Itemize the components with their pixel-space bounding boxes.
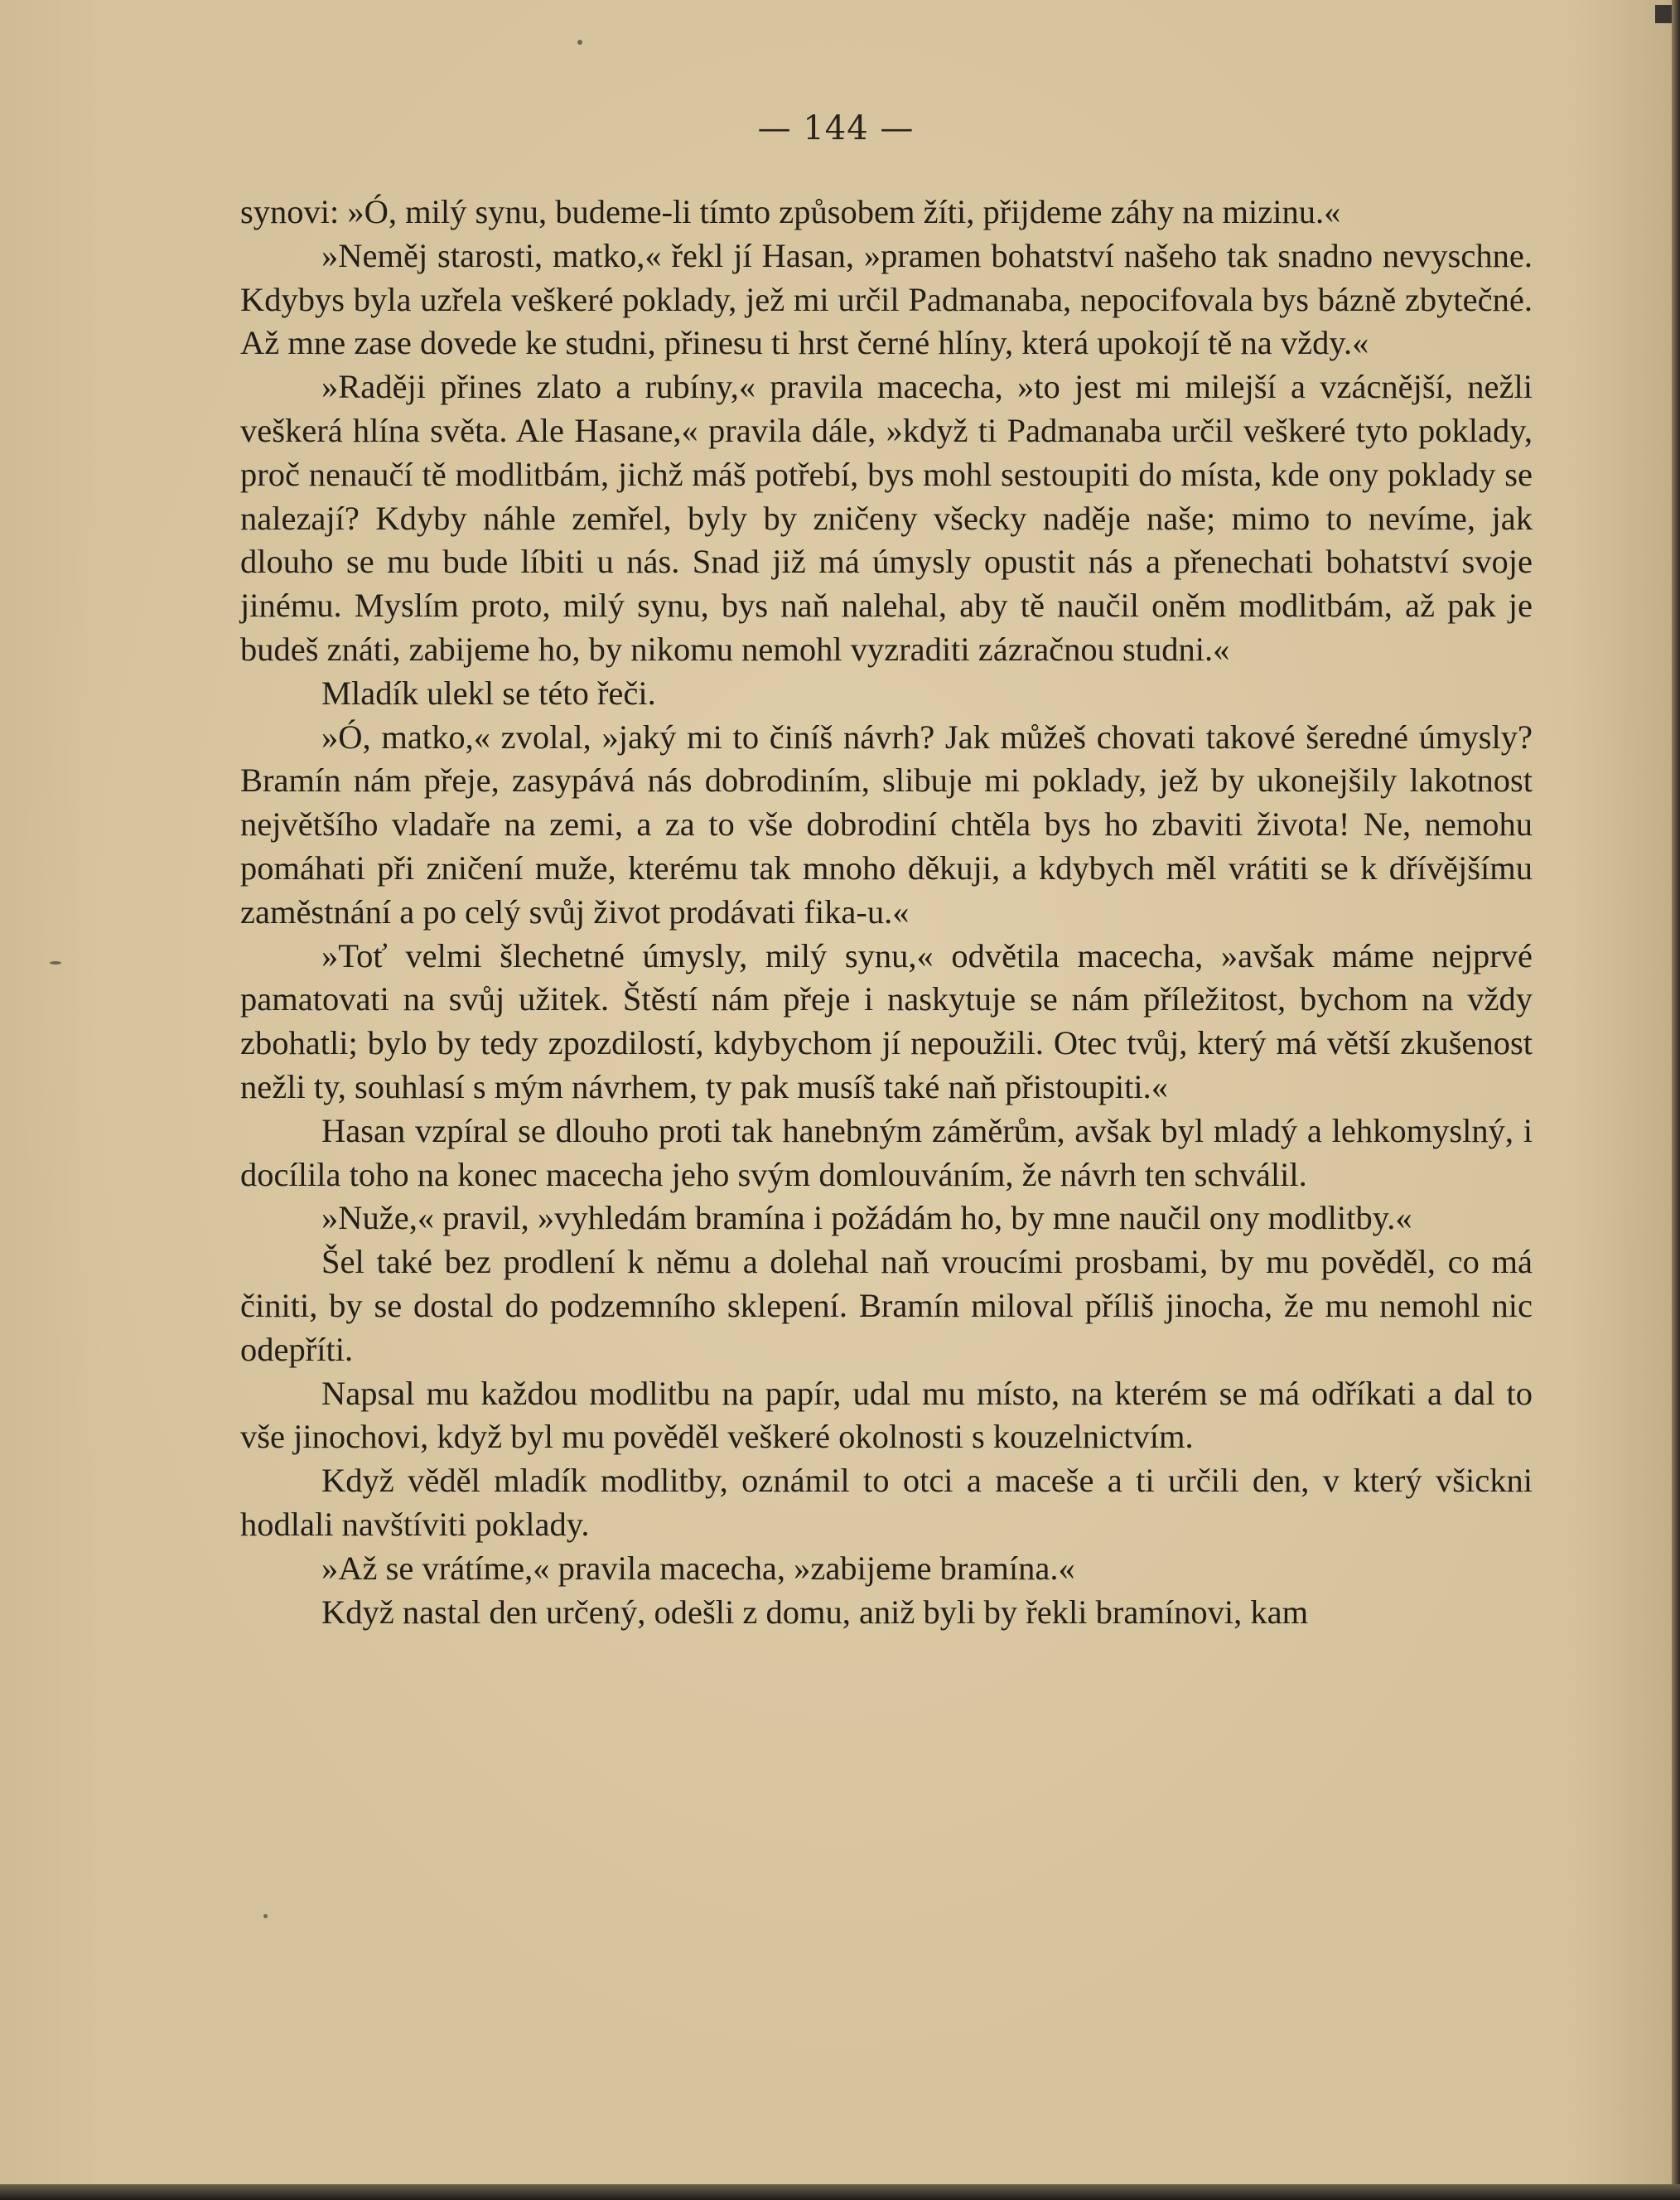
paragraph: »Neměj starosti, matko,« řekl jí Hasan, »pramen bohatství našeho tak snadno nevyschne. Kdybys byla uzřela veškeré poklady, jež mi určil Padmanaba, nepocifovala bys bázně zbytečné. Až mne zase dovede ke studni, přinesu ti hrst černé hlíny, která upokojí tě na vždy.« (240, 236, 1533, 362)
paper-speck (577, 40, 582, 45)
paragraph: »Toť velmi šlechetné úmysly, milý synu,« odvětila macecha, »avšak máme nejprvé pamatovati na svůj užitek. Štěstí nám přeje i naskytuje se nám příležitost, bychom na vždy zbohatli; bylo by tedy zpozdilostí, kdybychom jí nepoužili. Otec tvůj, který má větší zkušenost nežli ty, souhlasí s mým návrhem, ty pak musíš také naň přistoupiti.« (240, 936, 1533, 1105)
body-text (240, 191, 1533, 1634)
page-number: — 144 — (757, 109, 915, 147)
paragraph: Mladík ulekl se této řeči. (321, 674, 656, 712)
scan-right-edge (1672, 0, 1680, 2200)
paragraph: »Raději přines zlato a rubíny,« pravila macecha, »to jest mi milejší a vzácnější, nežli veškerá hlína světa. Ale Hasane,« pravila dále, »když ti Padmanaba určil veškeré tyto poklady, proč nenaučí tě modlitbám, jichž máš potřebí, bys mohl sestoupiti do místa, kde ony poklady se nalezají? Kdyby náhle zemřel, byly by zničeny všecky naděje naše; mimo to nevíme, jak dlouho se mu bude líbiti u nás. Snad již má úmysly opustit nás a přenechati bohatství svoje jinému. Myslím proto, milý synu, bys naň nalehal, aby tě naučil oněm modlitbám, až pak je budeš znáti, zabijeme ho, by nikomu nemohl vyzraditi zázračnou studni.« (240, 368, 1533, 668)
paragraph: »Až se vrátíme,« pravila macecha, »zabijeme bramína.« (321, 1549, 1075, 1587)
paragraph: »Nuže,« pravil, »vyhledám bramína i požádám ho, by mne naučil ony modlitby.« (321, 1199, 1412, 1237)
paragraph: synovi: »Ó, milý synu, budeme-li tímto způsobem žíti, přijdeme záhy na mizinu.« (240, 193, 1341, 230)
paragraph: Šel také bez prodlení k němu a dolehal naň vroucími prosbami, by mu pověděl, co má činiti, by se dostal do podzemního sklepení. Bramín miloval příliš jinocha, že mu nemohl nic odepříti. (240, 1243, 1533, 1368)
paragraph: Když věděl mladík modlitby, oznámil to otci a maceše a ti určili den, v který všickni hodlali navštíviti poklady. (240, 1462, 1533, 1543)
paragraph: »Ó, matko,« zvolal, »jaký mi to činíš návrh? Jak můžeš chovati takové šeredné úmysly? Bramín nám přeje, zasypává nás dobrodiním, slibuje mi poklady, jež by ukonejšily lakotnost největšího vladaře na zemi, a za to vše dobrodiní chtěla bys ho zbaviti života! Ne, nemohu pomáhati při zničení muže, kterému tak mnoho děkuji, a kdybych měl vrátiti se k dřívějšímu zaměstnání a po celý svůj život prodávati fika-u.« (240, 718, 1533, 931)
paper-speck (50, 961, 61, 965)
scan-bottom-edge (0, 2184, 1680, 2200)
paragraph: Hasan vzpíral se dlouho proti tak hanebným záměrům, avšak byl mladý a lehkomyslný, i docílila toho na konec macecha jeho svým domlouváním, že návrh ten schválil. (240, 1111, 1533, 1193)
paper-speck (263, 1914, 268, 1918)
paragraph: Když nastal den určený, odešli z domu, aniž byli by řekli bramínovi, kam (321, 1593, 1309, 1631)
paragraph: Napsal mu každou modlitbu na papír, udal mu místo, na kterém se má odříkati a dal to vše jinochovi, když byl mu pověděl veškeré okolnosti s kouzelnictvím. (240, 1374, 1533, 1456)
